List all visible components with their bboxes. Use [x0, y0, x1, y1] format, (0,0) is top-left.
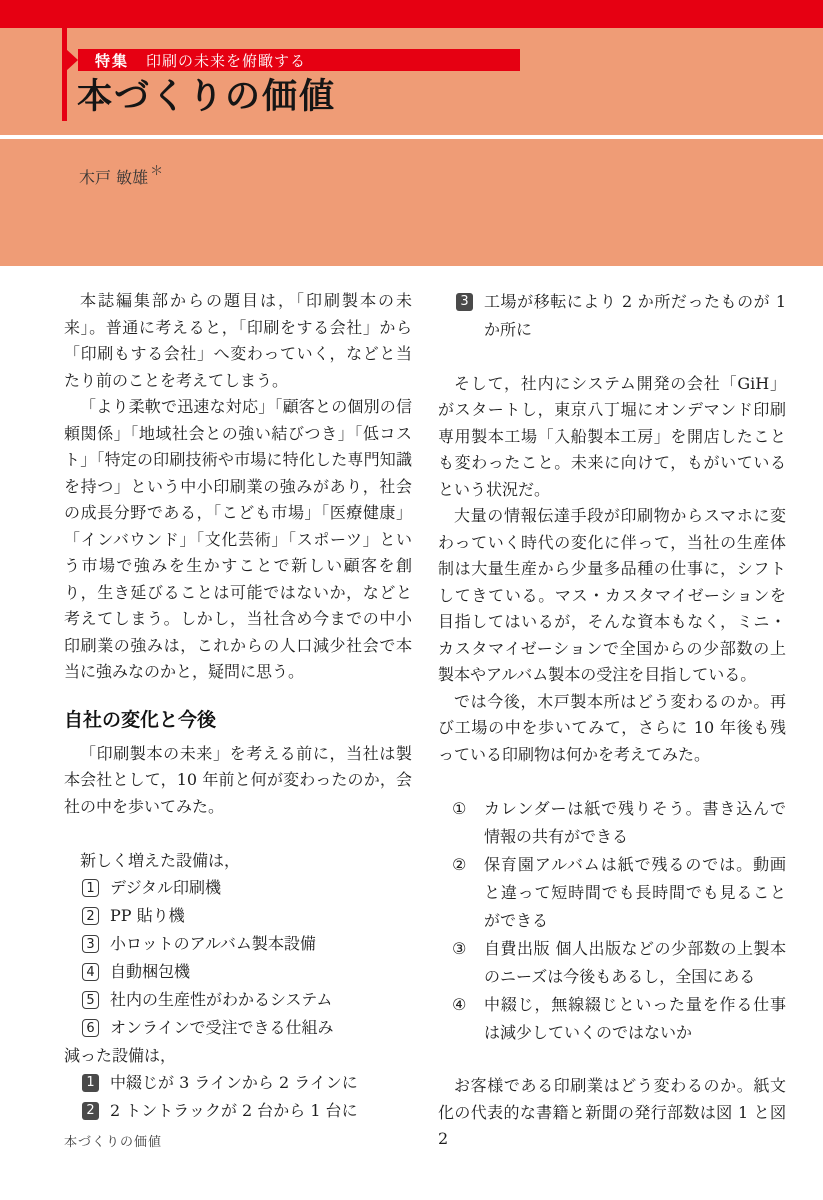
- paragraph: お客様である印刷業はどう変わるのか。紙文化の代表的な書籍と新聞の発行部数は図 1 と図 2: [438, 1076, 786, 1148]
- paragraph: 本誌編集部からの題目は，「印刷製本の未来」。普通に考えると，「印刷をする会社」から「印刷もする会社」へ変わっていく，などと当たり前のことを考えてしまう。: [64, 291, 412, 390]
- list-item: [438, 288, 786, 344]
- right-column: [438, 288, 786, 1153]
- spacer: [438, 344, 786, 371]
- list-item: [438, 795, 786, 851]
- list-item: [64, 1097, 412, 1125]
- item-text: 2 トントラックが 2 台から 1 台に: [110, 1100, 358, 1120]
- list-item: [64, 902, 412, 930]
- item-marker-box: 5: [82, 991, 99, 1009]
- item-marker-box: 4: [82, 963, 99, 981]
- list-item: [64, 1014, 412, 1042]
- paragraph: そして，社内にシステム開発の会社「GiH」がスタートし，東京八丁堀にオンデマンド印刷専用製本工場「入船製本工房」を開店したことも変わったこと。未来に向けて，もがいているという状況だ。: [438, 373, 786, 499]
- feature-title: 印刷の未来を俯瞰する: [146, 51, 307, 70]
- item-marker-filled: 3: [456, 293, 473, 311]
- item-marker-box: 6: [82, 1019, 99, 1037]
- feature-badge-arrow-icon: [66, 49, 78, 71]
- item-text: 自費出版 個人出版などの少部数の上製本のニーズは今後もあるし，全国にある: [484, 938, 786, 986]
- feature-badge: [78, 49, 520, 71]
- list-lead: 減った設備は，: [64, 1045, 177, 1065]
- list-item: [64, 874, 412, 902]
- spacer: [438, 768, 786, 795]
- left-column: [64, 288, 412, 1125]
- paragraph: では今後，木戸製本所はどう変わるのか。再び工場の中を歩いてみて，さらに 10 年後も残っている印刷物は何かを考えてみた。: [438, 691, 786, 764]
- item-text: 自動梱包機: [110, 961, 191, 981]
- item-marker-filled: 2: [82, 1102, 99, 1120]
- paragraph: 「印刷製本の未来」を考える前に，当社は製本会社として，10 年前と何が変わったのか，会社の中を歩いてみた。: [64, 743, 412, 816]
- item-text: 工場が移転により 2 か所だったものが 1 か所に: [484, 292, 786, 339]
- item-text: オンラインで受注できる仕組み: [110, 1017, 334, 1037]
- list-item: [438, 851, 786, 935]
- list-item: [64, 986, 412, 1014]
- item-text: デジタル印刷機: [110, 877, 222, 897]
- page-title: 本づくりの価値: [77, 77, 337, 117]
- item-text: 保育園アルバムは紙で残るのでは。動画と違って短時間でも長時間でも見ることができる: [484, 854, 786, 930]
- item-marker-box: 2: [82, 907, 99, 925]
- item-marker-circle: ④: [452, 994, 467, 1014]
- item-text: 中綴じが 3 ラインから 2 ラインに: [110, 1072, 358, 1092]
- section-heading: 自社の変化と今後: [64, 708, 217, 731]
- list-item: [438, 935, 786, 991]
- footer-running-title: 本づくりの価値: [64, 1135, 163, 1150]
- item-text: 中綴じ，無線綴じといった量を作る仕事は減少していくのではないか: [484, 994, 786, 1042]
- item-marker-circle: ②: [452, 854, 467, 874]
- header-divider-rule: [0, 135, 823, 139]
- spacer: [64, 820, 412, 847]
- author-name: 木戸 敏雄: [79, 168, 149, 187]
- item-marker-circle: ③: [452, 938, 467, 958]
- spacer: [438, 1047, 786, 1074]
- list-lead: 新しく増えた設備は，: [80, 850, 241, 870]
- author-note-mark: ＊: [150, 164, 164, 179]
- list-item: [64, 1069, 412, 1097]
- list-item: [64, 930, 412, 958]
- item-marker-filled: 1: [82, 1074, 99, 1092]
- item-text: 社内の生産性がわかるシステム: [110, 989, 333, 1009]
- paragraph: 「より柔軟で迅速な対応」「顧客との個別の信頼関係」「地域社会との強い結びつき」「低コスト」「特定の印刷技術や市場に特化した専門知識を持つ」という中小印刷業の強みがあり，社会の成長分野である，「こども市場」「医療健康」「インバウンド」「文化芸術」「スポーツ」という市場で強みを生かすことで新しい顧客を創り，生き延びることは可能ではないか，などと考えてしまう。しかし，当社含め今までの中小印刷業の強みは，これからの人口減少社会で本当に強みなのかと，疑問に思う。: [64, 397, 412, 681]
- item-marker-box: 3: [82, 935, 99, 953]
- author-byline: [79, 160, 163, 188]
- item-text: 小ロットのアルバム製本設備: [110, 933, 316, 953]
- paragraph: 大量の情報伝達手段が印刷物からスマホに変わっていく時代の変化に伴って，当社の生産体制は大量生産から少量多品種の仕事に，シフトしてきている。マス・カスタマイゼーションを目指してはいるが，そんな資本もなく，ミニ・カスタマイゼーションで全国からの少部数の上製本やアルバム製本の受注を目指している。: [438, 506, 786, 684]
- item-text: PP 貼り機: [110, 905, 185, 925]
- list-item: [64, 958, 412, 986]
- item-marker-box: 1: [82, 879, 99, 897]
- item-text: カレンダーは紙で残りそう。書き込んで情報の共有ができる: [484, 798, 786, 846]
- header-red-band: [0, 0, 823, 28]
- header-vertical-rule: [62, 28, 67, 121]
- feature-label: 特集: [95, 51, 130, 70]
- list-item: [438, 991, 786, 1047]
- item-marker-circle: ①: [452, 798, 467, 818]
